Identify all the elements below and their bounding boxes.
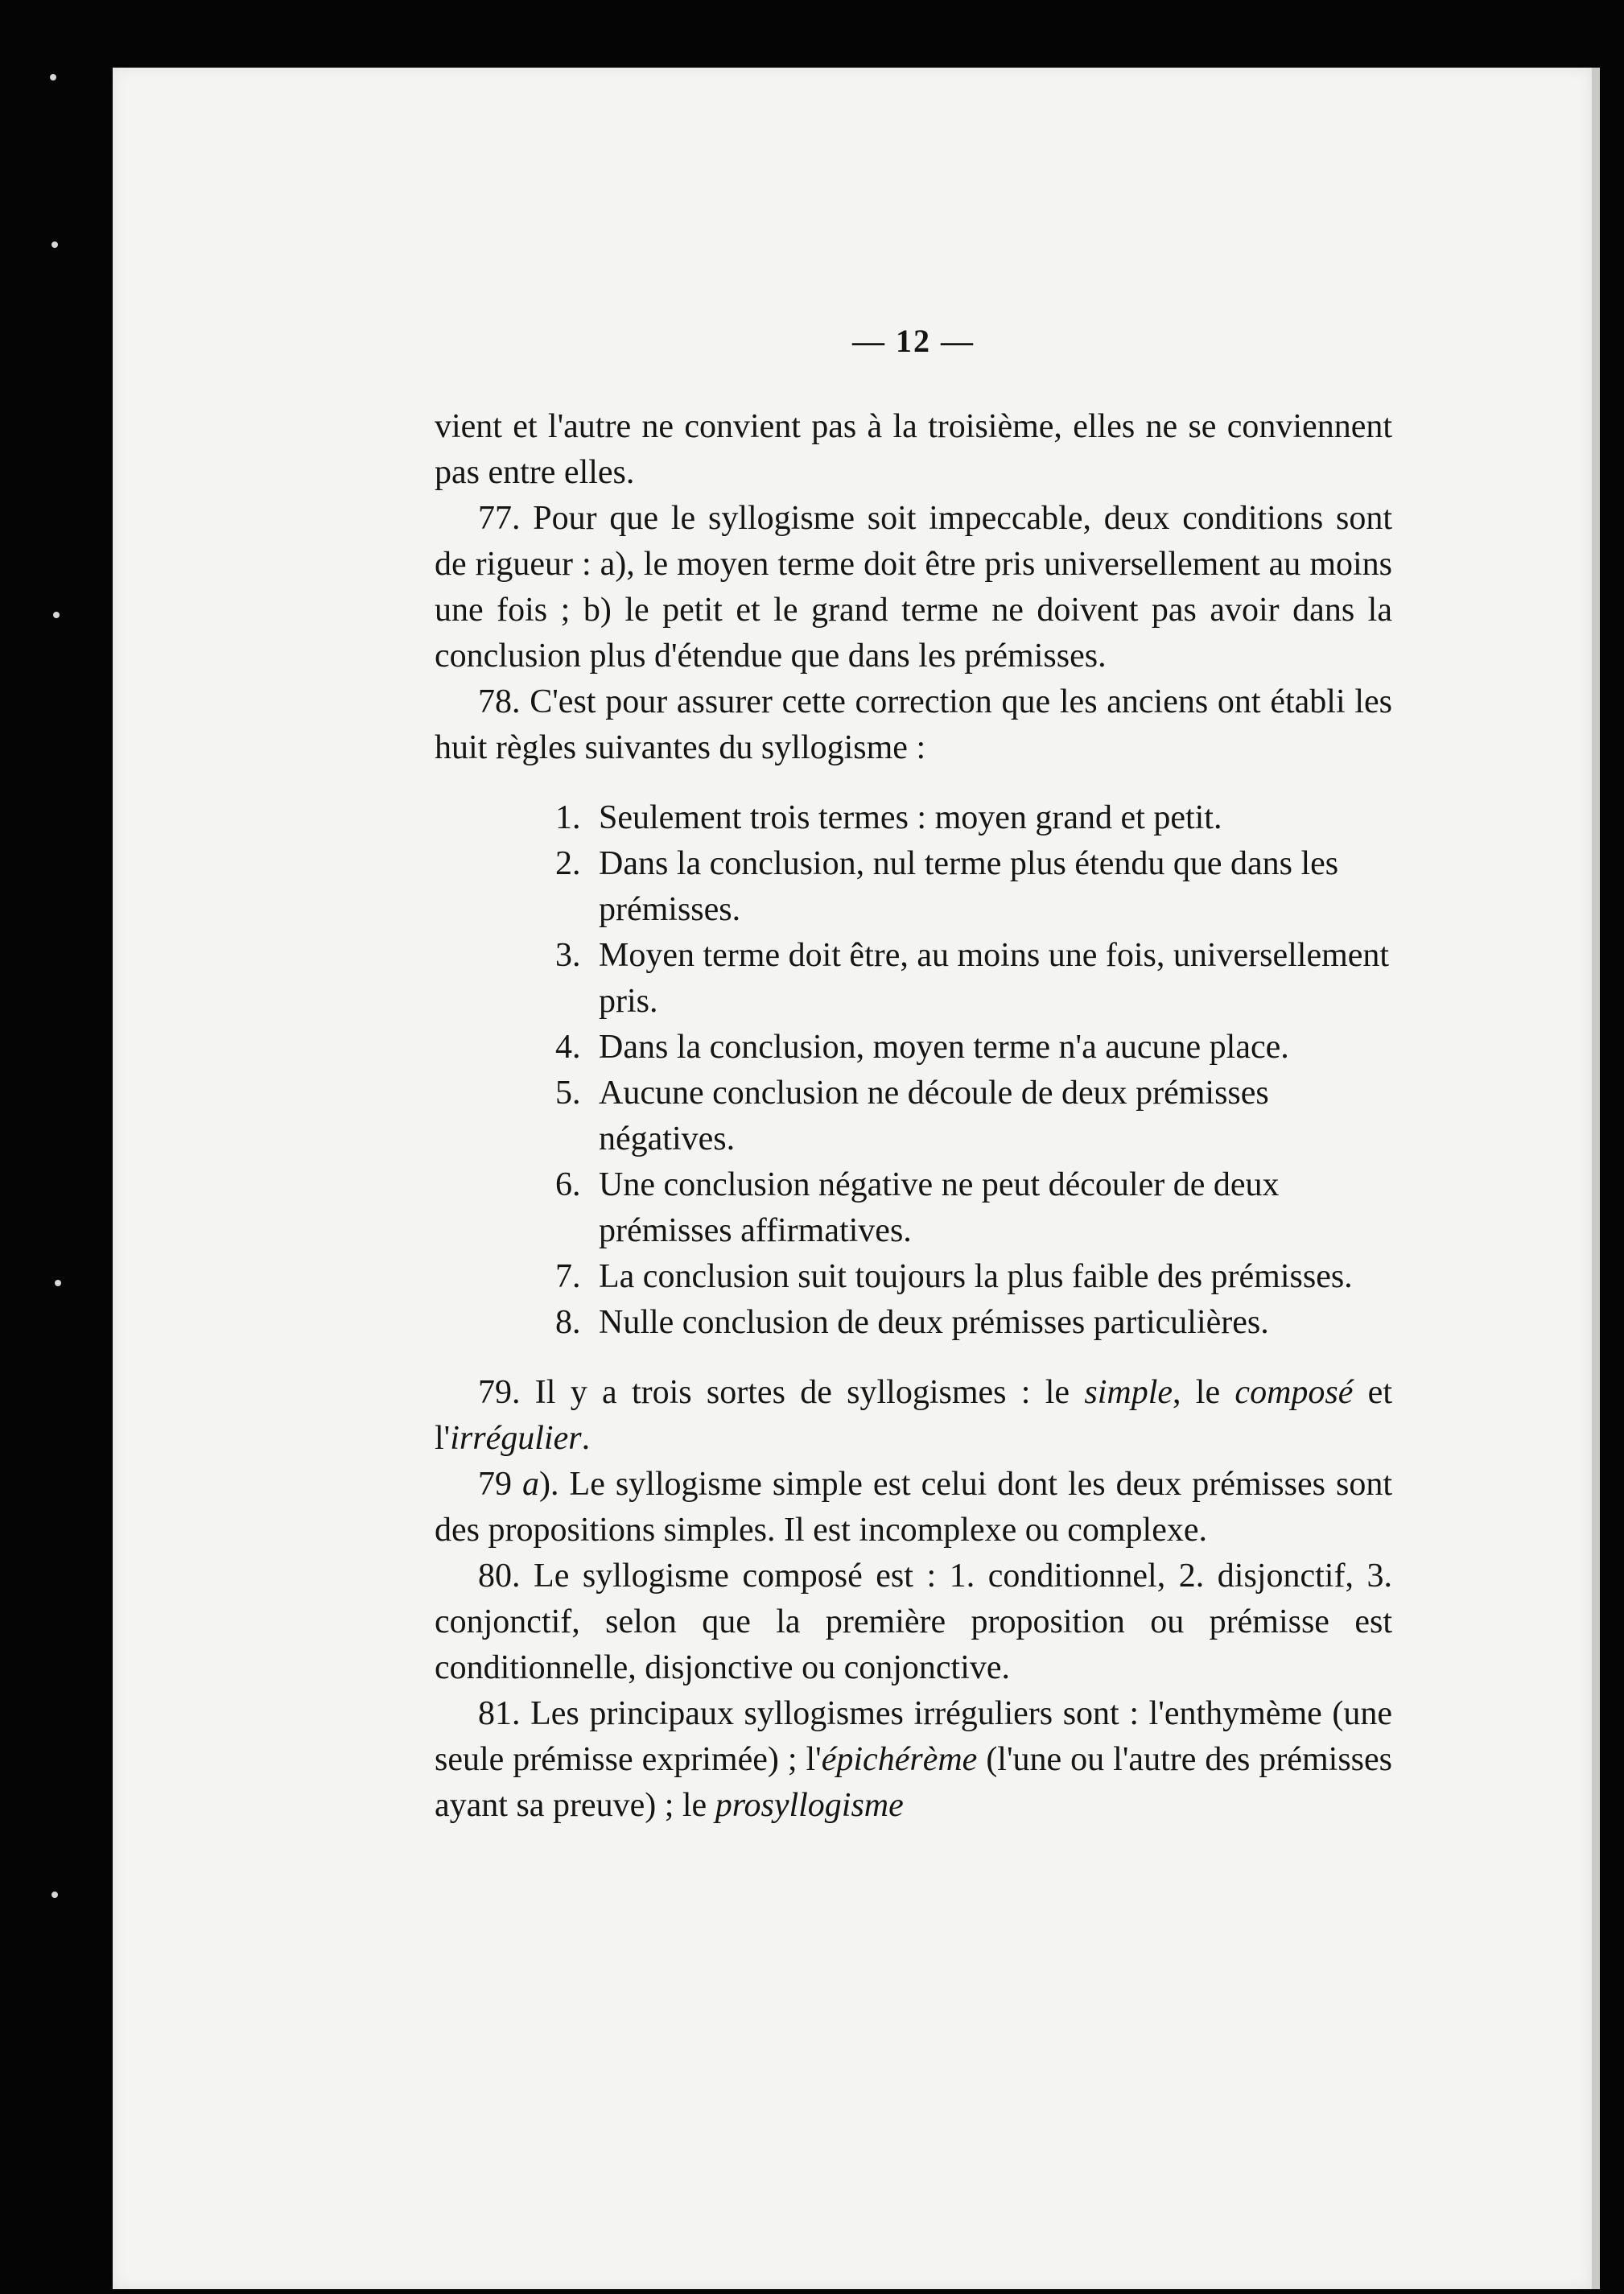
rule-item bbox=[555, 1254, 1392, 1300]
margin-speck bbox=[50, 74, 56, 80]
paragraph-81 bbox=[435, 1691, 1392, 1829]
margin-speck bbox=[53, 612, 60, 618]
body-text bbox=[435, 404, 1392, 1829]
term-simple: simple bbox=[1084, 1374, 1173, 1411]
margin-speck bbox=[52, 241, 58, 248]
syllogism-rules-list bbox=[555, 795, 1392, 1346]
margin-speck bbox=[55, 1280, 61, 1286]
rule-number: 8. bbox=[555, 1304, 581, 1341]
rule-item bbox=[555, 933, 1392, 1025]
p79-end: . bbox=[581, 1420, 591, 1457]
p79-lead: 79. Il y a trois sortes de syllogismes : le bbox=[478, 1374, 1085, 1411]
page-edge bbox=[1592, 68, 1600, 2289]
rule-text: Nulle conclusion de deux prémisses particulières. bbox=[599, 1304, 1269, 1341]
rule-number: 7. bbox=[555, 1258, 581, 1295]
rule-item bbox=[555, 1071, 1392, 1162]
p79a-rest: ). Le syllogisme simple est celui dont les deux prémisses sont des propositions simples. Il est incomplexe ou complexe. bbox=[435, 1466, 1392, 1549]
rule-number: 5. bbox=[555, 1075, 581, 1112]
paragraph-78: 78. C'est pour assurer cette correction que les anciens ont établi les huit règles suivantes du syllogisme : bbox=[435, 683, 1392, 766]
term-prosyllogisme: prosyllogisme bbox=[715, 1787, 904, 1824]
page-number: — 12 — bbox=[852, 323, 975, 359]
rule-item bbox=[555, 841, 1392, 933]
rule-text: Dans la conclusion, nul terme plus étendu que dans les prémisses. bbox=[599, 845, 1339, 928]
margin-speck bbox=[52, 1892, 58, 1898]
rule-item bbox=[555, 1300, 1392, 1346]
paragraph-79a bbox=[435, 1462, 1392, 1553]
term-compose: composé bbox=[1234, 1374, 1354, 1411]
opening-paragraph: vient et l'autre ne convient pas à la troisième, elles ne se conviennent pas entre elles. bbox=[435, 408, 1392, 491]
rule-text: Une conclusion négative ne peut découler de deux prémisses affirmatives. bbox=[599, 1166, 1280, 1249]
paragraph-79 bbox=[435, 1370, 1392, 1462]
p81-lead: 81. Les principaux syllogismes irréguliers sont : l'enthymème (une seule prémisse exprimée) ; l' bbox=[435, 1695, 1392, 1778]
paragraph-77: 77. Pour que le syllogisme soit impeccable, deux conditions sont de rigueur : a), le moyen terme doit être pris universellement au moins une fois ; b) le petit et le grand terme ne doivent pas avoir dans la conclusion plus d'étendue que dans les prémisses. bbox=[435, 500, 1392, 675]
rule-text: Moyen terme doit être, au moins une fois, universellement pris. bbox=[599, 937, 1390, 1020]
rule-item bbox=[555, 1025, 1392, 1071]
rule-text: La conclusion suit toujours la plus faible des prémisses. bbox=[599, 1258, 1353, 1295]
rule-text: Dans la conclusion, moyen terme n'a aucune place. bbox=[599, 1029, 1289, 1066]
p79-mid1: , le bbox=[1173, 1374, 1235, 1411]
p81-mid: (l'une ou l'autre des prémisses ayant sa preuve) ; le bbox=[435, 1741, 1392, 1824]
p79a-letter: a bbox=[522, 1466, 540, 1503]
term-epichereme: épichérème bbox=[821, 1741, 978, 1778]
rule-number: 4. bbox=[555, 1029, 581, 1066]
rule-item bbox=[555, 795, 1392, 841]
rule-number: 2. bbox=[555, 845, 581, 882]
term-irregulier: irrégulier bbox=[450, 1420, 582, 1457]
p79-mid2: et l' bbox=[435, 1374, 1392, 1457]
rule-item bbox=[555, 1162, 1392, 1254]
rule-text: Seulement trois termes : moyen grand et petit. bbox=[599, 799, 1222, 836]
rule-number: 3. bbox=[555, 937, 581, 974]
rule-number: 6. bbox=[555, 1166, 581, 1203]
rule-number: 1. bbox=[555, 799, 581, 836]
p79a-lead: 79 bbox=[478, 1466, 523, 1503]
rule-text: Aucune conclusion ne découle de deux prémisses négatives. bbox=[599, 1075, 1269, 1157]
paragraph-80: 80. Le syllogisme composé est : 1. conditionnel, 2. disjonctif, 3. conjonctif, selon que la première proposition ou prémisse est conditionnelle, disjonctive ou conjonctive. bbox=[435, 1558, 1392, 1686]
